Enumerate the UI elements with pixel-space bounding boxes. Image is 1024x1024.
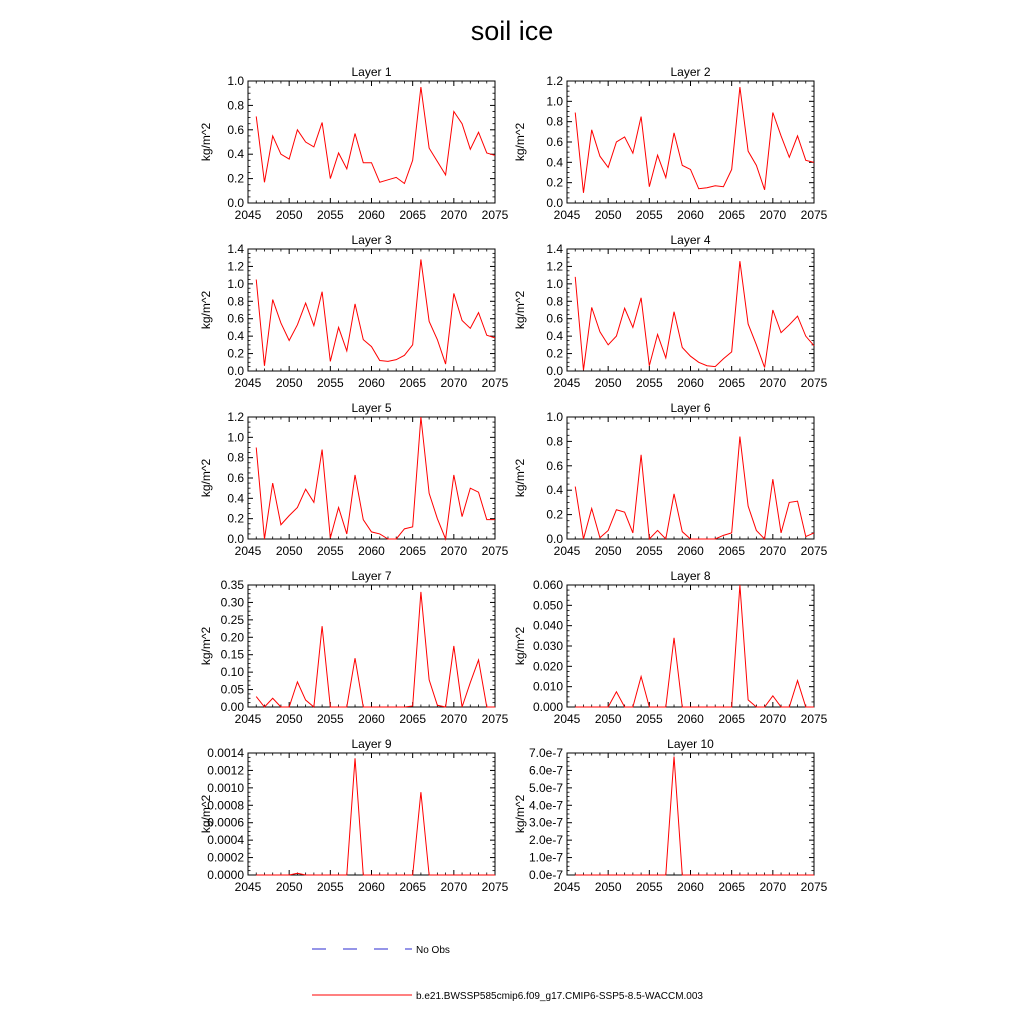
x-tick-label: 2045	[553, 880, 581, 894]
y-tick-label: 1.0	[546, 94, 563, 109]
x-tick-label: 2060	[358, 208, 385, 222]
x-tick-label: 2070	[440, 712, 468, 726]
x-tick-label: 2045	[234, 712, 262, 726]
x-tick-label: 2055	[316, 208, 344, 222]
x-tick-label: 2060	[358, 544, 385, 558]
panel-title: Layer 10	[667, 737, 714, 751]
y-tick-label: 1.0	[227, 74, 244, 88]
x-tick-label: 2075	[481, 880, 509, 894]
y-tick-label: 0.30	[220, 595, 244, 610]
y-tick-label: 0.060	[532, 578, 563, 592]
y-tick-label: 0.0	[227, 364, 244, 378]
panel-title: Layer 7	[351, 569, 392, 583]
x-tick-label: 2060	[358, 376, 385, 390]
x-tick-label: 2070	[759, 712, 787, 726]
x-tick-label: 2060	[677, 880, 704, 894]
y-tick-label: 0.4	[546, 483, 563, 498]
plot-frame	[567, 81, 814, 203]
y-tick-label: 0.0	[546, 364, 563, 378]
x-tick-label: 2050	[275, 544, 303, 558]
x-tick-label: 2065	[399, 208, 427, 222]
x-tick-label: 2055	[635, 376, 663, 390]
y-tick-label: 0.05	[220, 682, 244, 697]
legend-label-model: b.e21.BWSSP585cmip6.f09_g17.CMIP6-SSP5-8.5-WACCM.003	[416, 991, 703, 1002]
x-tick-label: 2060	[358, 712, 385, 726]
panel-title: Layer 3	[351, 233, 392, 247]
plot-frame	[248, 753, 495, 875]
y-axis-label: kg/m^2	[199, 290, 213, 330]
plot-frame	[567, 585, 814, 707]
y-tick-label: 0.0002	[207, 850, 244, 865]
y-tick-label: 0.0008	[207, 798, 244, 813]
x-tick-label: 2075	[800, 712, 828, 726]
y-axis-label: kg/m^2	[199, 122, 213, 162]
x-tick-label: 2075	[800, 208, 828, 222]
panel-1	[199, 65, 509, 222]
x-tick-label: 2065	[718, 544, 746, 558]
y-tick-label: 0.050	[532, 598, 563, 613]
series-line	[256, 259, 495, 365]
y-tick-label: 0.0000	[207, 868, 244, 882]
panel-8	[513, 569, 828, 726]
x-tick-label: 2060	[677, 712, 704, 726]
y-tick-label: 0.4	[227, 491, 244, 506]
x-tick-label: 2045	[553, 208, 581, 222]
x-tick-label: 2045	[234, 376, 262, 390]
y-tick-label: 5.0e-7	[528, 780, 563, 795]
y-tick-label: 0.0	[227, 532, 244, 546]
y-tick-label: 1.2	[227, 259, 244, 274]
y-tick-label: 0.20	[220, 630, 244, 645]
y-tick-label: 1.0e-7	[528, 850, 563, 865]
y-tick-label: 0.8	[546, 114, 563, 129]
x-tick-label: 2065	[399, 880, 427, 894]
x-tick-label: 2070	[440, 208, 468, 222]
series-line	[256, 758, 495, 875]
y-tick-label: 0.000	[532, 700, 563, 714]
panel-title: Layer 1	[351, 65, 392, 79]
x-tick-label: 2055	[316, 376, 344, 390]
panel-6	[513, 401, 828, 558]
x-tick-label: 2055	[635, 208, 663, 222]
panel-title: Layer 2	[670, 65, 711, 79]
y-axis-label: kg/m^2	[513, 794, 527, 834]
x-tick-label: 2060	[677, 208, 704, 222]
panel-title: Layer 8	[670, 569, 711, 583]
panel-title: Layer 6	[670, 401, 711, 415]
plot-frame	[248, 585, 495, 707]
x-tick-label: 2045	[234, 208, 262, 222]
y-tick-label: 4.0e-7	[528, 798, 563, 813]
y-tick-label: 7.0e-7	[528, 746, 563, 760]
y-tick-label: 1.0	[546, 276, 563, 291]
x-tick-label: 2065	[718, 208, 746, 222]
x-tick-label: 2065	[399, 376, 427, 390]
y-axis-label: kg/m^2	[513, 122, 527, 162]
y-axis-label: kg/m^2	[513, 626, 527, 666]
series-line	[575, 261, 814, 370]
series-line	[575, 87, 814, 193]
x-tick-label: 2075	[481, 208, 509, 222]
y-tick-label: 1.0	[227, 276, 244, 291]
y-tick-label: 0.2	[546, 346, 563, 361]
x-tick-label: 2065	[399, 712, 427, 726]
panel-title: Layer 4	[670, 233, 711, 247]
x-tick-label: 2045	[553, 544, 581, 558]
y-tick-label: 0.25	[220, 612, 244, 627]
y-axis-label: kg/m^2	[199, 794, 213, 834]
y-axis-label: kg/m^2	[199, 626, 213, 666]
y-axis-label: kg/m^2	[513, 458, 527, 498]
y-tick-label: 0.0	[546, 532, 563, 546]
x-tick-label: 2075	[481, 544, 509, 558]
y-tick-label: 0.10	[220, 665, 244, 680]
x-tick-label: 2060	[677, 376, 704, 390]
y-tick-label: 0.6	[227, 471, 244, 485]
plot-frame	[567, 417, 814, 539]
panel-4	[513, 233, 828, 390]
y-tick-label: 1.0	[227, 430, 244, 445]
plot-frame	[567, 753, 814, 875]
y-tick-label: 2.0e-7	[528, 833, 563, 848]
x-tick-label: 2055	[316, 880, 344, 894]
panel-title: Layer 5	[351, 401, 392, 415]
panel-10	[513, 737, 828, 894]
y-tick-label: 1.2	[546, 259, 563, 274]
x-tick-label: 2070	[759, 544, 787, 558]
x-tick-label: 2075	[800, 544, 828, 558]
y-tick-label: 1.2	[227, 410, 244, 424]
y-axis-label: kg/m^2	[513, 290, 527, 330]
y-tick-label: 0.6	[546, 135, 563, 149]
x-tick-label: 2060	[677, 544, 704, 558]
plot-frame	[567, 249, 814, 371]
y-tick-label: 0.2	[546, 507, 563, 522]
x-tick-label: 2050	[275, 880, 303, 894]
y-tick-label: 3.0e-7	[528, 815, 563, 830]
x-tick-label: 2070	[440, 544, 468, 558]
y-tick-label: 0.040	[532, 618, 563, 633]
x-tick-label: 2075	[481, 376, 509, 390]
x-tick-label: 2050	[594, 712, 622, 726]
x-tick-label: 2070	[759, 880, 787, 894]
panel-3	[199, 233, 509, 390]
y-tick-label: 0.010	[532, 679, 563, 694]
x-tick-label: 2065	[718, 880, 746, 894]
legend-label-no-obs: No Obs	[416, 945, 450, 956]
x-tick-label: 2050	[275, 712, 303, 726]
y-tick-label: 0.2	[227, 171, 244, 186]
x-tick-label: 2045	[234, 880, 262, 894]
x-tick-label: 2055	[635, 880, 663, 894]
x-tick-label: 2070	[440, 880, 468, 894]
series-line	[575, 437, 814, 539]
y-tick-label: 0.0e-7	[528, 868, 563, 882]
plot-frame	[248, 81, 495, 203]
y-tick-label: 0.00	[220, 700, 244, 714]
y-tick-label: 1.2	[546, 74, 563, 88]
y-tick-label: 0.0	[546, 196, 563, 210]
y-tick-label: 0.0012	[207, 763, 244, 778]
y-tick-label: 0.4	[227, 329, 244, 344]
panel-title: Layer 9	[351, 737, 392, 751]
series-line	[256, 87, 495, 183]
x-tick-label: 2055	[316, 544, 344, 558]
y-tick-label: 0.4	[546, 329, 563, 344]
y-tick-label: 0.0	[227, 196, 244, 210]
x-tick-label: 2050	[594, 544, 622, 558]
y-tick-label: 0.6	[546, 458, 563, 473]
x-tick-label: 2065	[718, 712, 746, 726]
y-tick-label: 6.0e-7	[528, 763, 563, 778]
y-tick-label: 0.8	[227, 450, 244, 465]
y-tick-label: 0.6	[227, 122, 244, 137]
x-tick-label: 2055	[635, 544, 663, 558]
x-tick-label: 2075	[800, 880, 828, 894]
x-tick-label: 2070	[440, 376, 468, 390]
y-tick-label: 0.8	[227, 98, 244, 113]
series-line	[575, 585, 814, 707]
panel-9	[199, 737, 509, 894]
y-tick-label: 0.4	[546, 155, 563, 170]
y-axis-label: kg/m^2	[199, 458, 213, 498]
y-tick-label: 0.6	[546, 311, 563, 326]
x-tick-label: 2065	[399, 544, 427, 558]
panel-7	[199, 569, 509, 726]
page-title: soil ice	[470, 16, 554, 46]
y-tick-label: 0.2	[227, 511, 244, 526]
y-tick-label: 1.0	[546, 410, 563, 424]
panel-5	[199, 401, 509, 558]
x-tick-label: 2075	[800, 376, 828, 390]
y-tick-label: 0.15	[220, 647, 244, 662]
x-tick-label: 2055	[316, 712, 344, 726]
x-tick-label: 2050	[594, 208, 622, 222]
y-tick-label: 0.35	[220, 578, 244, 592]
x-tick-label: 2070	[759, 208, 787, 222]
x-tick-label: 2050	[594, 880, 622, 894]
y-tick-label: 0.4	[227, 147, 244, 162]
y-tick-label: 0.6	[227, 311, 244, 326]
panel-2	[513, 65, 828, 222]
y-tick-label: 0.0010	[207, 780, 244, 795]
x-tick-label: 2045	[234, 544, 262, 558]
y-tick-label: 0.8	[227, 294, 244, 309]
series-line	[575, 756, 814, 875]
y-tick-label: 0.8	[546, 294, 563, 309]
x-tick-label: 2045	[553, 376, 581, 390]
y-tick-label: 0.0006	[207, 815, 244, 830]
x-tick-label: 2075	[481, 712, 509, 726]
y-tick-label: 0.2	[227, 346, 244, 361]
y-tick-label: 1.4	[546, 242, 563, 256]
y-tick-label: 0.0014	[207, 746, 244, 760]
series-line	[256, 417, 495, 539]
plot-frame	[248, 249, 495, 371]
y-tick-label: 0.8	[546, 434, 563, 449]
y-tick-label: 0.020	[532, 659, 563, 674]
y-tick-label: 0.2	[546, 175, 563, 190]
x-tick-label: 2045	[553, 712, 581, 726]
x-tick-label: 2050	[275, 376, 303, 390]
y-tick-label: 1.4	[227, 242, 244, 256]
x-tick-label: 2050	[275, 208, 303, 222]
x-tick-label: 2060	[358, 880, 385, 894]
x-tick-label: 2055	[635, 712, 663, 726]
y-tick-label: 0.0004	[207, 833, 244, 848]
x-tick-label: 2070	[759, 376, 787, 390]
series-line	[256, 592, 495, 707]
x-tick-label: 2065	[718, 376, 746, 390]
x-tick-label: 2050	[594, 376, 622, 390]
y-tick-label: 0.030	[532, 639, 563, 653]
